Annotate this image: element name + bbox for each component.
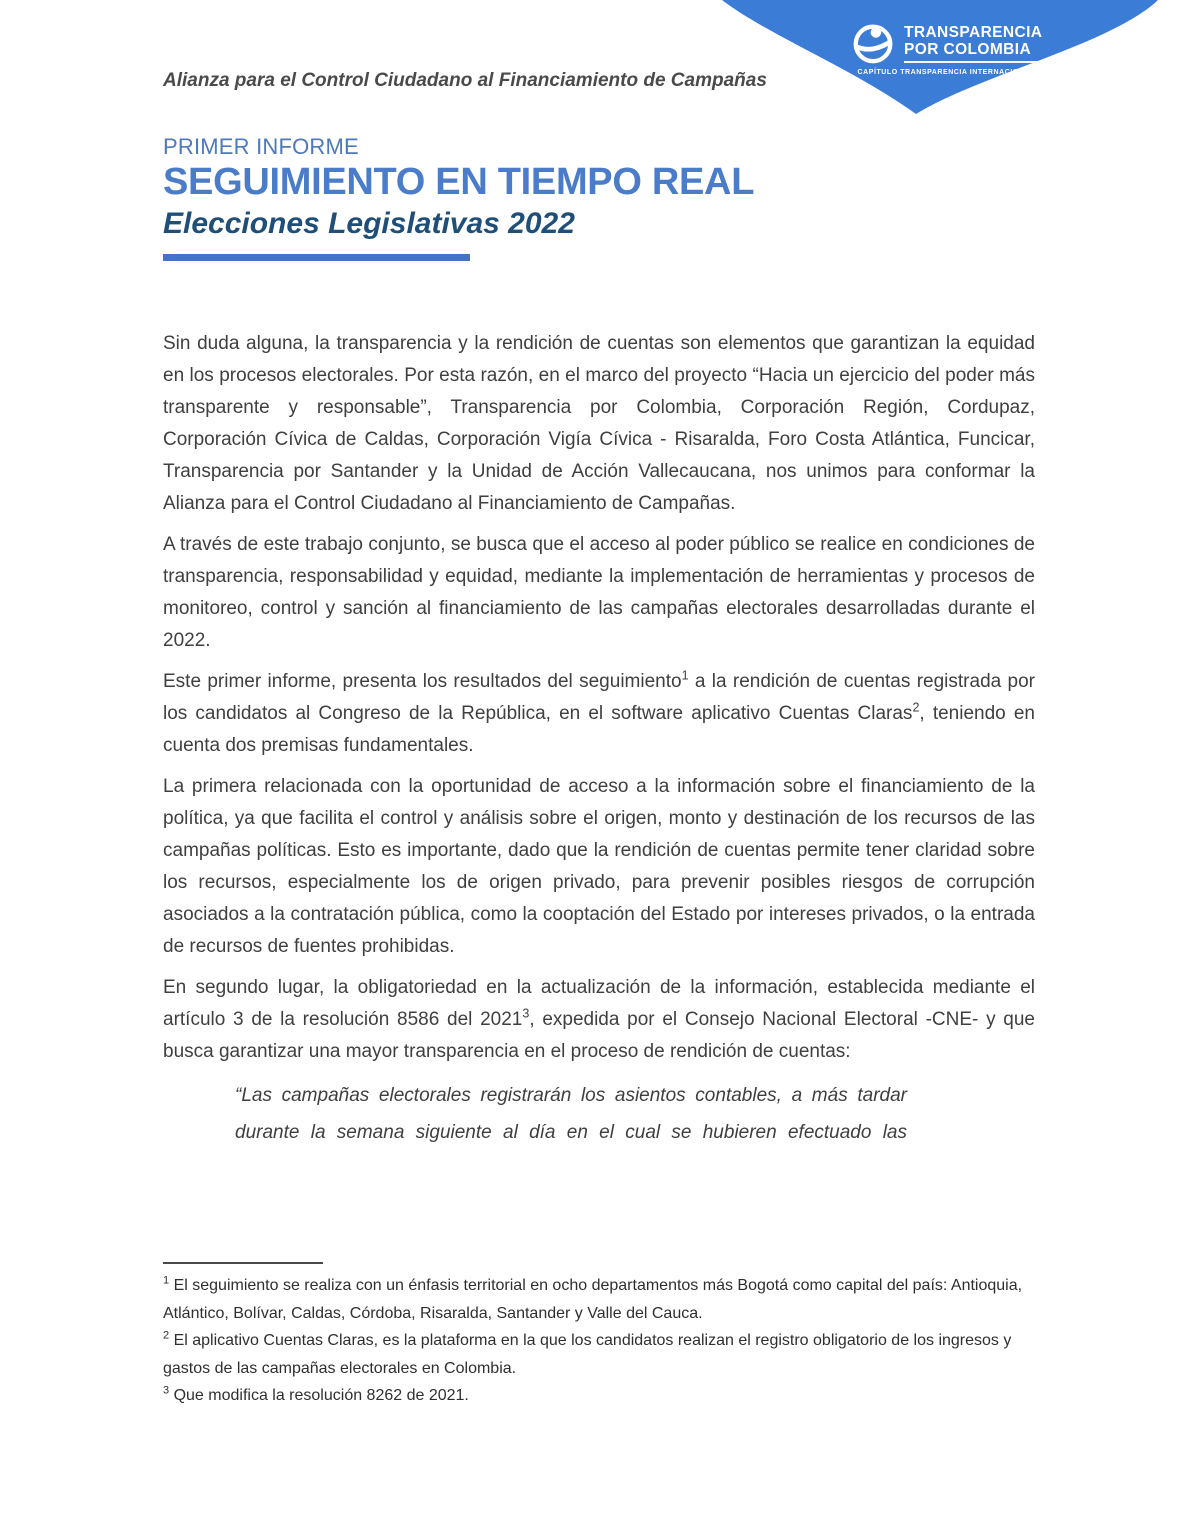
report-subtitle: Elecciones Legislativas 2022 [163, 207, 575, 240]
logo-subtitle: CAPÍTULO TRANSPARENCIA INTERNACIONAL [857, 69, 1035, 76]
alliance-header: Alianza para el Control Ciudadano al Financiamiento de Campañas [163, 70, 767, 91]
title-underline [163, 254, 470, 261]
paragraph-5-text: En segundo lugar, la obligatoriedad en la actualización de la información, establecida mediante el artículo 3 de la resolución 8586 del 2021 [163, 977, 1035, 1030]
paragraph-5-text: , expedida por el Consejo Nacional Electoral -CNE- y que busca garantizar una mayor transparencia en el proceso de rendición de cuentas: [163, 1009, 1035, 1062]
paragraph-3-text: , teniendo en cuenta dos premisas fundamentales. [163, 703, 1035, 756]
footnote-2-number: 2 [163, 1329, 170, 1342]
logo-divider [904, 61, 1042, 63]
paragraph-3 [163, 666, 1035, 762]
footnote-ref-1: 1 [681, 668, 689, 683]
footnote-separator [163, 1262, 323, 1264]
body-text [163, 328, 1035, 1151]
footnote-3 [163, 1382, 1043, 1410]
paragraph-5 [163, 972, 1035, 1068]
paragraph-3-text: a la rendición de cuentas registrada por los candidatos al Congreso de la República, en el software aplicativo Cuentas Claras [163, 671, 1036, 724]
logo-line1: TRANSPARENCIA [904, 23, 1043, 41]
footnote-1-number: 1 [163, 1274, 170, 1287]
title-block [163, 134, 754, 261]
paragraph-3-text: Este primer informe, presenta los resultados del seguimiento [163, 671, 682, 692]
logo-wordmark [904, 24, 1042, 63]
footnote-3-number: 3 [163, 1384, 170, 1397]
footnote-2-text: El aplicativo Cuentas Claras, es la plataforma en la que los candidatos realizan el registro obligatorio de los ingresos y gastos de las campañas electorales en Colombia. [163, 1332, 1012, 1377]
paragraph-4: La primera relacionada con la oportunidad de acceso a la información sobre el financiamiento de la política, ya que facilita el control y análisis sobre el origen, monto y destinación de los recursos de las campañas políticas. Esto es importante, dado que la rendición de cuentas permite tener claridad sobre los recursos, especialmente los de origen privado, para prevenir posibles riesgos de corrupción asociados a la contratación pública, como la cooptación del Estado por intereses privados, o la entrada de recursos de fuentes prohibidas. [163, 776, 1035, 957]
footnote-2 [163, 1327, 1043, 1382]
footnote-ref-2: 2 [912, 700, 920, 715]
transparencia-logo [850, 20, 1042, 76]
block-quote: “Las campañas electorales registrarán los asientos contables, a más tardar durante la semana siguiente al día en el cual se hubieren efectuado las [235, 1085, 907, 1143]
paragraph-1: Sin duda alguna, la transparencia y la rendición de cuentas son elementos que garantizan la equidad en los procesos electorales. Por esta razón, en el marco del proyecto “Hacia un ejercicio del poder más transparente y responsable”, Transparencia por Colombia, Corporación Región, Cordupaz, Corporación Cívica de Caldas, Corporación Vigía Cívica - Risaralda, Foro Costa Atlántica, Funcicar, Transparencia por Santander y la Unidad de Acción Vallecaucana, nos unimos para conformar la Alianza para el Control Ciudadano al Financiamiento de Campañas. [163, 333, 1035, 514]
report-title: SEGUIMIENTO EN TIEMPO REAL [163, 161, 755, 203]
globe-person-icon [850, 20, 896, 66]
footnote-ref-3: 3 [522, 1006, 530, 1021]
footnotes-section [163, 1262, 1043, 1410]
report-kicker: PRIMER INFORME [163, 134, 359, 159]
paragraph-2: A través de este trabajo conjunto, se busca que el acceso al poder público se realice en condiciones de transparencia, responsabilidad y equidad, mediante la implementación de herramientas y procesos de monitoreo, control y sanción al financiamiento de las campañas electorales desarrolladas durante el 2022. [163, 534, 1035, 651]
footnote-3-text: Que modifica la resolución 8262 de 2021. [169, 1387, 469, 1404]
logo-line2: POR COLOMBIA [904, 40, 1032, 58]
footnote-1 [163, 1272, 1043, 1327]
footnote-1-text: El seguimiento se realiza con un énfasis territorial en ocho departamentos más Bogotá como capital del país: Antioquia, Atlántico, Bolívar, Caldas, Córdoba, Risaralda, Santander y Valle del Cauca. [163, 1277, 1023, 1322]
